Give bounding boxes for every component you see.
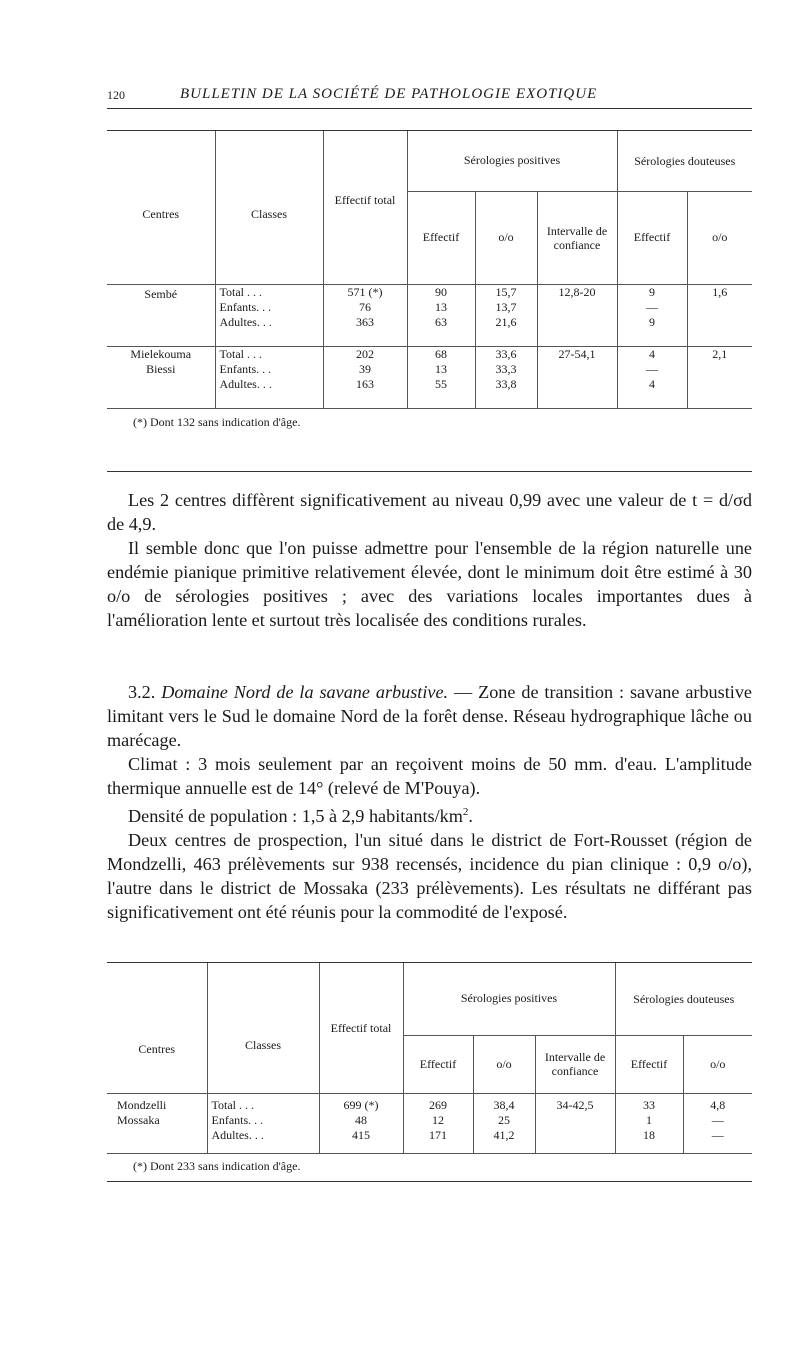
section-intro-text: — Zone de transition : savane arbustive limitant vers le Sud le domaine Nord de la forêt dense. Réseau hydrographique lâche ou marécage. — [107, 682, 752, 750]
t1-r1-class-enfants: Enfants. . . — [219, 299, 272, 314]
body-text-2 — [107, 680, 752, 924]
t1-r2-total-1: 39 — [359, 361, 371, 376]
t1-r1-intervalle: 12,8-20 — [537, 284, 617, 346]
t1-header-pct: o/o — [475, 191, 537, 284]
t2-header-effectif-total: Effectif total — [319, 963, 403, 1093]
t2-r1-pct — [473, 1093, 535, 1153]
t2-r1-class-adultes: Adultes. . . — [211, 1127, 264, 1142]
t2-r1-douteuses-pct — [683, 1093, 752, 1153]
t2-header-effectif-d: Effectif — [615, 1035, 683, 1093]
t2-r1-centre: Mondzelli Mossaka — [107, 1093, 207, 1153]
table-row — [107, 346, 752, 408]
t1-r2-centre: Mielekouma Biessi — [107, 346, 215, 408]
t2-r1-class-enfants: Enfants. . . — [211, 1112, 264, 1127]
paragraph-densite — [107, 800, 752, 828]
t2-header-effectif: Effectif — [403, 1035, 473, 1093]
t1-r2-pct-2: 33,8 — [495, 376, 517, 391]
journal-title: BULLETIN DE LA SOCIÉTÉ DE PATHOLOGIE EXOTIQUE — [180, 86, 598, 102]
t1-header-sero-positives: Sérologies positives — [407, 131, 617, 191]
t1-r1-de-2: 9 — [649, 314, 655, 329]
t1-r2-pct-1: 33,3 — [495, 361, 517, 376]
table-1-grid — [107, 131, 752, 436]
t1-r1-effectif-0: 90 — [435, 284, 447, 299]
table-row — [107, 1093, 752, 1153]
t1-header-centres: Centres — [107, 131, 215, 284]
section-title: Domaine Nord de la savane arbustive. — [161, 682, 449, 702]
t2-r1-effectif — [403, 1093, 473, 1153]
t1-r1-pct-1: 13,7 — [495, 299, 517, 314]
t1-header-classes: Classes — [215, 131, 323, 284]
t1-r1-total-2: 363 — [356, 314, 374, 329]
t1-r1-de-1: — — [646, 299, 658, 314]
t2-r1-class-total: Total . . . — [211, 1097, 254, 1112]
densite-text: Densité de population : 1,5 à 2,9 habitants/km — [128, 806, 463, 827]
t1-r1-effectif-2: 63 — [435, 314, 447, 329]
t1-r2-douteuses-effectif — [617, 346, 687, 408]
t1-r2-effectif-1: 13 — [435, 361, 447, 376]
t2-r1-effectif-2: 171 — [429, 1127, 447, 1142]
t1-header-sero-douteuses: Sérologies douteuses — [617, 131, 752, 191]
t2-r1-pct-1: 25 — [498, 1112, 510, 1127]
t1-r1-pct — [475, 284, 537, 346]
t2-r1-dp-0: 4,8 — [710, 1097, 726, 1112]
table-2 — [107, 962, 752, 1182]
t1-r2-total-2: 163 — [356, 376, 374, 391]
t1-r1-total — [323, 284, 407, 346]
t2-footnote: (*) Dont 233 sans indication d'âge. — [133, 1159, 301, 1174]
t1-r1-centre: Sembé — [107, 284, 215, 346]
t1-r1-de-0: 9 — [649, 284, 655, 299]
t2-r1-de-2: 18 — [643, 1127, 655, 1142]
t1-r1-classes — [215, 284, 323, 346]
t1-r1-pct-2: 21,6 — [495, 314, 517, 329]
t2-r1-douteuses-effectif — [615, 1093, 683, 1153]
t1-header-effectif: Effectif — [407, 191, 475, 284]
t1-r2-class-adultes: Adultes. . . — [219, 376, 272, 391]
t1-r1-total-0: 571 (*) — [347, 284, 383, 299]
t1-r2-effectif — [407, 346, 475, 408]
t1-r2-pct-0: 33,6 — [495, 346, 517, 361]
t2-r1-total-1: 48 — [355, 1112, 367, 1127]
t2-r1-pct-2: 41,2 — [493, 1127, 515, 1142]
table-2-grid — [107, 963, 752, 1180]
paragraph-climat: Climat : 3 mois seulement par an reçoivent moins de 50 mm. d'eau. L'amplitude thermique annuelle est de 14° (relevé de M'Pouya). — [107, 754, 752, 798]
t1-r2-pct — [475, 346, 537, 408]
t1-r2-total — [323, 346, 407, 408]
t2-r1-total — [319, 1093, 403, 1153]
t2-header-intervalle: Intervalle de confiance — [535, 1035, 615, 1093]
t1-r2-effectif-2: 55 — [435, 376, 447, 391]
t1-header-pct-d: o/o — [687, 191, 752, 284]
t1-r1-class-adultes: Adultes. . . — [219, 314, 272, 329]
t1-r2-classes — [215, 346, 323, 408]
t2-header-centres: Centres — [107, 963, 207, 1093]
t2-r1-total-2: 415 — [352, 1127, 370, 1142]
running-header — [107, 86, 752, 108]
t2-header-classes: Classes — [207, 963, 319, 1093]
t2-header-pct-d: o/o — [683, 1035, 752, 1093]
t1-r2-effectif-0: 68 — [435, 346, 447, 361]
t1-r2-total-0: 202 — [356, 346, 374, 361]
t1-r1-effectif-1: 13 — [435, 299, 447, 314]
t2-r1-pct-0: 38,4 — [493, 1097, 515, 1112]
t1-r1-douteuses-effectif — [617, 284, 687, 346]
table-row — [107, 284, 752, 346]
t1-header-intervalle: Intervalle de confiance — [537, 191, 617, 284]
header-rule — [107, 108, 752, 109]
t1-footnote: (*) Dont 132 sans indication d'âge. — [133, 414, 301, 429]
t1-r2-intervalle: 27-54,1 — [537, 346, 617, 408]
section-number: 3.2. — [128, 682, 156, 702]
table-1 — [107, 130, 752, 472]
densite-sup: 2 — [462, 806, 469, 818]
t2-r1-total-0: 699 (*) — [343, 1097, 379, 1112]
t1-r2-de-1: — — [646, 361, 658, 376]
t1-r1-total-1: 76 — [359, 299, 371, 314]
t1-header-effectif-d: Effectif — [617, 191, 687, 284]
t2-r1-effectif-0: 269 — [429, 1097, 447, 1112]
paragraph-significance: Les 2 centres diffèrent significativement au niveau 0,99 avec une valeur de t = d/σd de 4,9. — [107, 490, 752, 534]
t2-header-sero-douteuses: Sérologies douteuses — [615, 963, 752, 1035]
body-text-1 — [107, 488, 752, 632]
t1-r2-class-total: Total . . . — [219, 346, 262, 361]
t1-r2-de-2: 4 — [649, 376, 655, 391]
t1-r1-douteuses-pct: 1,6 — [687, 284, 752, 346]
t1-r2-douteuses-pct: 2,1 — [687, 346, 752, 408]
t1-r2-class-enfants: Enfants. . . — [219, 361, 272, 376]
page-number: 120 — [107, 88, 125, 102]
paragraph-deux-centres: Deux centres de prospection, l'un situé dans le district de Fort-Rousset (région de Mondzelli, 463 prélèvements sur 938 recensés, incidence du pian clinique : 0,9 o/o), l'autre dans le district de Mossaka (233 prélèvements). Les résultats ne différant pas significativement ont été réunis pour la commodité de l'exposé. — [107, 830, 752, 923]
t2-r1-intervalle: 34-42,5 — [535, 1093, 615, 1153]
t2-r1-de-1: 1 — [646, 1112, 652, 1127]
t2-r1-dp-1: — — [711, 1112, 724, 1127]
t1-r2-de-0: 4 — [649, 346, 655, 361]
t2-r1-classes — [207, 1093, 319, 1153]
t2-header-sero-positives: Sérologies positives — [403, 963, 615, 1035]
t1-r1-effectif — [407, 284, 475, 346]
t1-r1-pct-0: 15,7 — [495, 284, 517, 299]
t2-r1-de-0: 33 — [643, 1097, 655, 1112]
t2-r1-dp-2: — — [711, 1127, 724, 1142]
section-intro — [107, 680, 752, 752]
t1-r1-class-total: Total . . . — [219, 284, 262, 299]
densite-end: . — [468, 806, 473, 827]
paragraph-endemie: Il semble donc que l'on puisse admettre pour l'ensemble de la région naturelle une endémie pianique primitive relativement élevée, dont le minimum doit être estimé à 30 o/o de sérologies positives ; avec des variations locales importantes dues à l'amélioration lente et surtout très localisée des conditions rurales. — [107, 538, 752, 630]
t2-r1-effectif-1: 12 — [432, 1112, 444, 1127]
t2-header-pct: o/o — [473, 1035, 535, 1093]
t1-header-effectif-total: Effectif total — [323, 131, 407, 284]
